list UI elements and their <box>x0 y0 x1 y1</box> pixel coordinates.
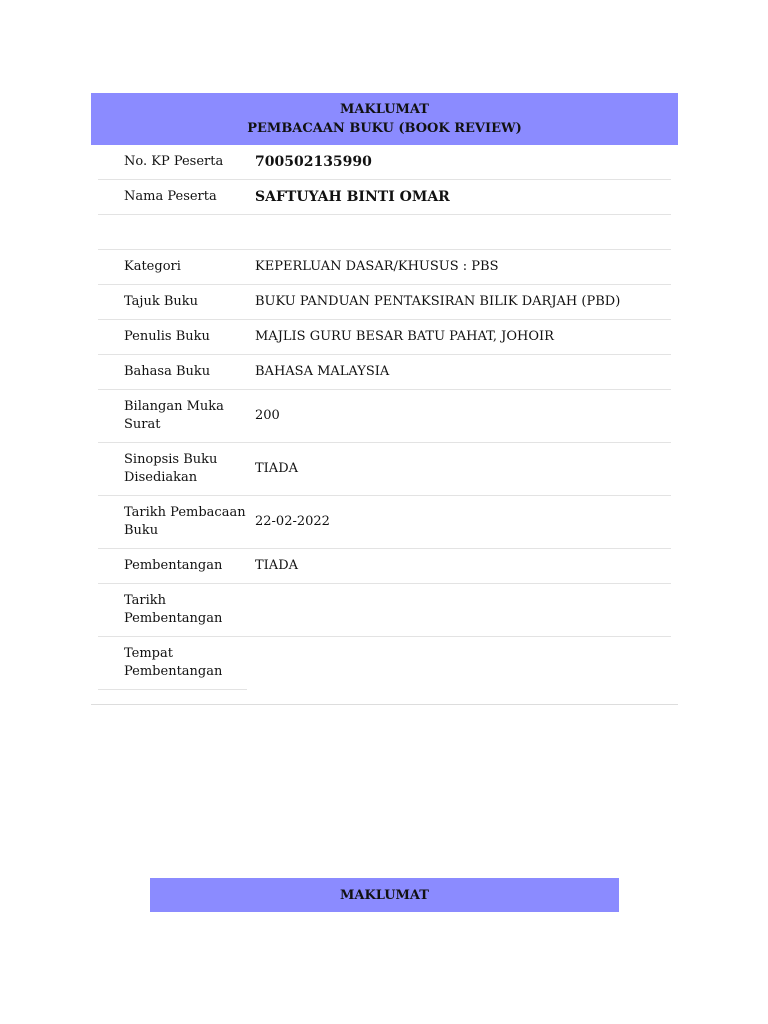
row-value: BAHASA MALAYSIA <box>255 364 390 379</box>
book-review-card <box>91 93 678 705</box>
row-value: MAJLIS GURU BESAR BATU PAHAT, JOHOIR <box>255 329 554 344</box>
row-label: Bilangan Muka Surat <box>124 399 224 432</box>
row-label: Tarikh Pembentangan <box>124 593 223 626</box>
row-bahasa-buku <box>98 355 671 390</box>
next-section-title: MAKLUMAT <box>340 887 429 903</box>
row-label: Bahasa Buku <box>124 364 211 379</box>
row-label: No. KP Peserta <box>124 154 224 169</box>
row-label: Tempat Pembentangan <box>98 637 247 690</box>
header-subtitle: PEMBACAAN BUKU (BOOK REVIEW) <box>247 121 522 136</box>
row-sinopsis-buku <box>98 443 671 496</box>
row-label: Tarikh Pembacaan Buku <box>124 505 246 538</box>
row-tarikh-pembacaan <box>98 496 671 549</box>
row-value: 700502135990 <box>255 154 372 170</box>
card-header <box>91 93 678 145</box>
row-tajuk-buku <box>98 285 671 320</box>
row-value: 22-02-2022 <box>255 514 330 529</box>
row-value: 200 <box>255 408 280 423</box>
row-tarikh-pembentangan <box>98 584 671 637</box>
row-pembentangan <box>98 549 671 584</box>
row-value: TIADA <box>255 558 299 573</box>
info-table <box>98 145 671 690</box>
header-title: MAKLUMAT <box>340 102 429 117</box>
row-spacer <box>98 215 671 250</box>
row-nama-peserta <box>98 180 671 215</box>
next-section-header <box>150 878 619 912</box>
row-label: Kategori <box>124 259 181 274</box>
row-label: Sinopsis Buku Disediakan <box>124 452 218 485</box>
row-tempat-pembentangan <box>98 637 671 690</box>
row-value: BUKU PANDUAN PENTAKSIRAN BILIK DARJAH (PBD) <box>255 294 621 309</box>
row-label: Nama Peserta <box>124 189 217 204</box>
row-penulis-buku <box>98 320 671 355</box>
row-value: KEPERLUAN DASAR/KHUSUS : PBS <box>255 259 499 274</box>
row-label: Penulis Buku <box>124 329 210 344</box>
row-label: Tajuk Buku <box>124 294 199 309</box>
row-label: Pembentangan <box>124 558 223 573</box>
row-value: TIADA <box>255 461 299 476</box>
row-kategori <box>98 250 671 285</box>
row-no-kp <box>98 145 671 180</box>
row-bilangan-muka-surat <box>98 390 671 443</box>
row-value: SAFTUYAH BINTI OMAR <box>255 189 450 205</box>
